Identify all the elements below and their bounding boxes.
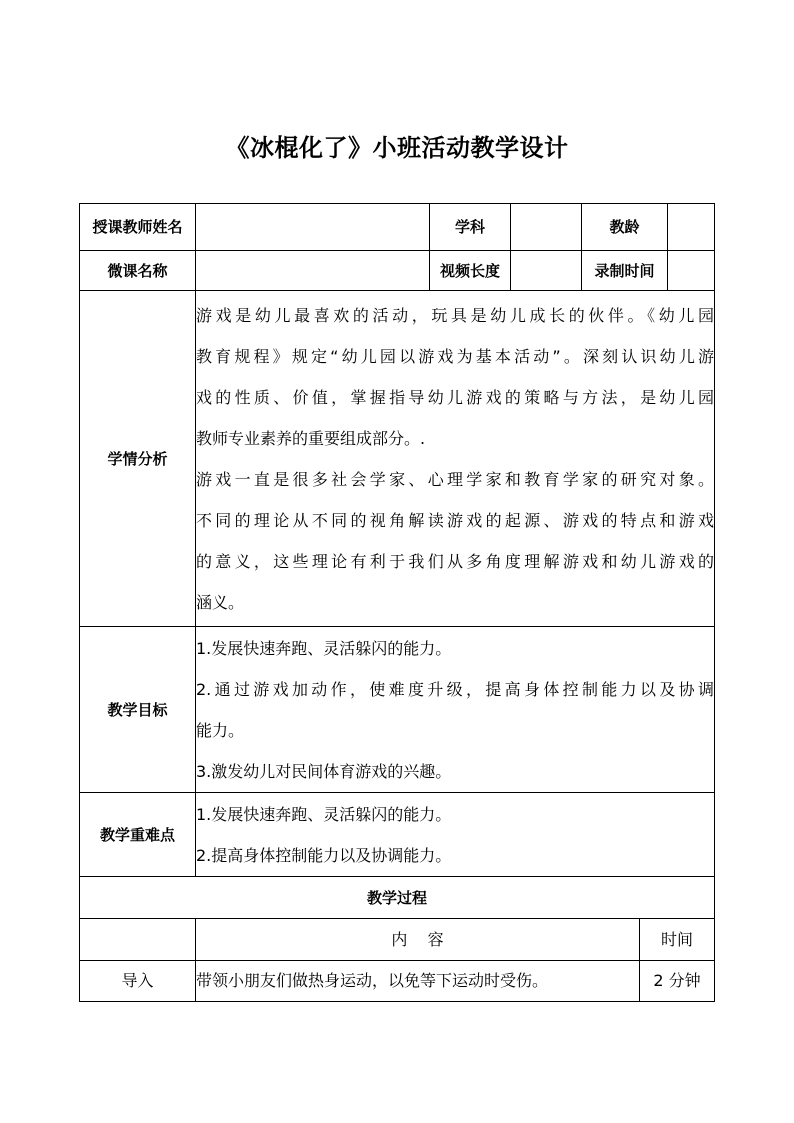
teaching-age-value	[668, 204, 715, 251]
video-length-value	[511, 251, 582, 291]
video-length-label: 视频长度	[430, 251, 511, 291]
objectives-content	[196, 627, 715, 793]
objectives-label: 教学目标	[80, 627, 196, 793]
key-points-line: 1.发展快速奔跑、灵活躲闪的能力。	[196, 804, 452, 824]
lesson-plan-table	[79, 203, 715, 1002]
objectives-line: 3.激发幼儿对民间体育游戏的兴趣。	[196, 761, 452, 781]
course-name-label: 微课名称	[80, 251, 196, 291]
teaching-age-label: 教龄	[582, 204, 668, 251]
analysis-line: 戏的性质、价值，掌握指导幼儿游戏的策略与方法，是幼儿园	[196, 387, 715, 407]
subject-label: 学科	[430, 204, 511, 251]
key-points-content	[196, 793, 715, 877]
process-heading-row	[80, 877, 715, 919]
process-row	[80, 961, 715, 1002]
objectives-line: 能力。	[196, 720, 245, 740]
analysis-line: 不同的理论从不同的视角解读游戏的起源、游戏的特点和游戏	[196, 510, 715, 530]
analysis-line: 教师专业素养的重要组成部分。.	[196, 428, 426, 448]
analysis-line: 游戏一直是很多社会学家、心理学家和教育学家的研究对象。	[196, 469, 715, 489]
objectives-line: 1.发展快速奔跑、灵活躲闪的能力。	[196, 638, 452, 658]
analysis-line: 游戏是幼儿最喜欢的活动，玩具是幼儿成长的伙伴。《幼儿园	[196, 305, 715, 325]
subject-value	[511, 204, 582, 251]
header-row-2	[80, 251, 715, 291]
process-content-cell	[196, 961, 640, 1002]
teacher-name-label: 授课教师姓名	[80, 204, 196, 251]
record-time-label: 录制时间	[582, 251, 668, 291]
process-time-header: 时间	[640, 919, 715, 961]
process-content: 带领小朋友们做热身运动，以免等下运动时受伤。	[196, 971, 549, 990]
analysis-content	[196, 291, 715, 627]
process-content-header: 内 容	[196, 919, 640, 961]
process-header-row	[80, 919, 715, 961]
key-points-line: 2.提高身体控制能力以及协调能力。	[196, 845, 452, 865]
process-stage: 导入	[80, 961, 196, 1002]
course-name-value	[196, 251, 430, 291]
record-time-value	[668, 251, 715, 291]
process-time: 2 分钟	[640, 961, 715, 1002]
teacher-name-value	[196, 204, 430, 251]
process-stage-header	[80, 919, 196, 961]
objectives-line: 2.通过游戏加动作，使难度升级，提高身体控制能力以及协调	[196, 679, 715, 699]
process-heading: 教学过程	[80, 877, 715, 919]
analysis-line: 涵义。	[196, 592, 245, 612]
document-title: 《冰棍化了》小班活动教学设计	[225, 134, 569, 162]
analysis-label: 学情分析	[80, 291, 196, 627]
key-points-label: 教学重难点	[80, 793, 196, 877]
analysis-row	[80, 291, 715, 627]
objectives-row	[80, 627, 715, 793]
analysis-line: 的意义，这些理论有利于我们从多角度理解游戏和幼儿游戏的	[196, 551, 715, 571]
header-row-1	[80, 204, 715, 251]
key-points-row	[80, 793, 715, 877]
analysis-line: 教育规程》规定“幼儿园以游戏为基本活动”。深刻认识幼儿游	[196, 346, 715, 366]
